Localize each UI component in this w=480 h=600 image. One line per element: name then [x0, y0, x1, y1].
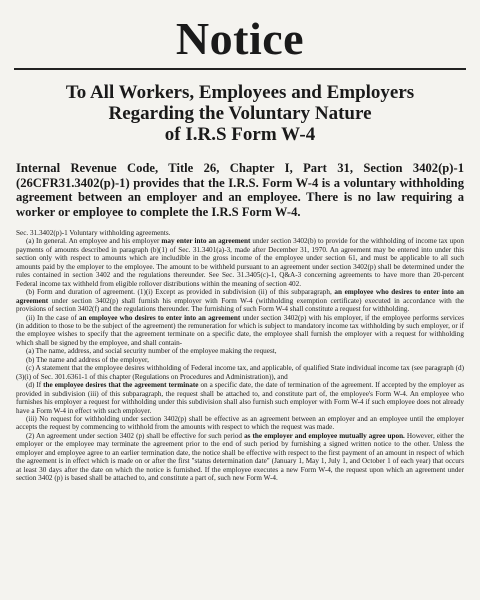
section-heading: Sec. 31.3402(p)-1 Voluntary withholding agreements. [16, 229, 171, 237]
paragraph-emphasis: an employee who desires to enter into an agreement [16, 288, 464, 305]
paragraph-text: under section 3402(p) with his employer, if the employee performs services (in addition to those to be the subject of the agreement) the remuneration for which is subject to mandatory income tax withholding by such employer, or if the employee wishes to specify that the agreement terminate on a specific date, the employee shall furnish the employer with a request for withholding which shall be signed by the employee, and shall contain- [16, 313, 464, 347]
regulation-paragraph [16, 347, 464, 355]
subtitle-line: To All Workers, Employees and Employers [65, 82, 415, 103]
notice-title: Notice [175, 13, 305, 64]
regulation-paragraphs [16, 237, 464, 482]
paragraph-text: (iii) No request for withholding under section 3402(p) shall be effective as an agreement between an employer and an employee until the employer accepts the request by commencing to withhold from the amounts with respect to which the request was made. [16, 414, 464, 432]
paragraph-text: under section 3402(b) to provide for the withholding of income tax upon payments of amounts described in paragraph (b)(1) of Sec. 31.3401(a)-3, made after December 31, 1970. An agreement may be entered into under this section only with respect to amounts which are includible in the gross income of the employee under section 61, and must be applicable to all such amounts paid by the employer to the employee. The amount to be withheld pursuant to an agreement under section 3402(p) shall be determined under the rules contained in section 3402 and the regulations thereunder. See Sec. 31.3405(c)-1, Q&A-3 concerning agreements to have more than 20-percent Federal income tax withheld from eligible rollover distributions within the meaning of section 402. [16, 237, 464, 288]
regulation-paragraph [16, 314, 464, 348]
regulation-paragraph [16, 381, 464, 415]
regulation-text [14, 229, 466, 483]
notice-subtitle [14, 82, 466, 145]
paragraph-text: (c) A statement that the employee desires withholding of Federal income tax, and applicable, of qualified State individual income tax (see paragraph (d)(3)(i) of Sec. 301.6361-1 of this chapter (Regulations on Procedures and Administration)), and [16, 364, 464, 381]
regulation-paragraph [16, 356, 464, 364]
paragraph-text: (d) If [26, 381, 44, 390]
paragraph-emphasis: as the employer and employee mutually agree upon. [244, 431, 405, 440]
paragraph-emphasis: an employee who desires to enter into an agreement [78, 313, 241, 322]
paragraph-text: on a specific date, the date of termination of the agreement. If accepted by the employer as provided in subdivision (iii) of this subparagraph, the request shall be attached to, and constitute part of, the employee's Form W-4. An employee who furnishes his employer a request for withholding under this subdivision shall also furnish such employer with Form W-4 if such employee does not already have a Form W-4 in effect with such employer. [16, 381, 465, 415]
paragraph-emphasis: may enter into an agreement [161, 237, 251, 246]
regulation-paragraph [16, 237, 464, 288]
regulation-paragraph [16, 364, 464, 381]
subtitle-line: Regarding the Voluntary Nature [108, 103, 372, 124]
intro-paragraph: Internal Revenue Code, Title 26, Chapter I, Part 31, Section 3402(p)-1 (26CFR31.3402(p)-1) provides that the I.R.S. Form W-4 is a voluntary withholding agreement between an employer and an employee. There is no law requiring a worker or employee to complete the I.R.S Form W-4. [16, 161, 464, 219]
paragraph-text: under section 3402(p) shall furnish his employer with Form W-4 (withholding exemption certificate) executed in accordance with the provisions of section 3402(f) and the regulations thereunder. The furnishing of such Form W-4 shall constitute a request for withholding. [16, 296, 464, 314]
paragraph-text: (2) An agreement under section 3402 (p) shall be effective for such period [26, 431, 245, 440]
paragraph-emphasis: the employee desires that the agreement terminate [43, 381, 199, 390]
regulation-paragraph [16, 415, 464, 432]
paragraph-text: (a) In general. An employee and his employer [26, 237, 162, 246]
paragraph-text: (b) Form and duration of agreement. (1)(i) Except as provided in subdivision (ii) of this subparagraph, [26, 288, 335, 297]
regulation-paragraph [16, 432, 464, 483]
paragraph-text: However, either the employer or the employee may terminate the agreement prior to the end of such period by furnishing a signed written notice to the other. Unless the employer and employee agree to an earlier termination date, the notice shall be effective with respect to the first payment of an amount in respect of which the agreement is in effect which is made on or after the first "status determination date" (January 1, May 1, July 1, and October 1 of each year) that occurs at least 30 days after the date on which the notice is furnished. If the employee executes a new Form W-4, the request upon which an agreement under section 3402 (p) is based shall be attached to, and constitute a part of, such new Form W-4. [16, 431, 464, 483]
regulation-paragraph [16, 288, 464, 313]
paragraph-text: (ii) In the case of [26, 313, 79, 322]
subtitle-line: of I.R.S Form W-4 [164, 124, 316, 145]
paragraph-text: (b) The name and address of the employer, [26, 355, 149, 364]
paragraph-text: (a) The name, address, and social security number of the employee making the request, [26, 347, 277, 356]
title-rule [14, 68, 466, 70]
